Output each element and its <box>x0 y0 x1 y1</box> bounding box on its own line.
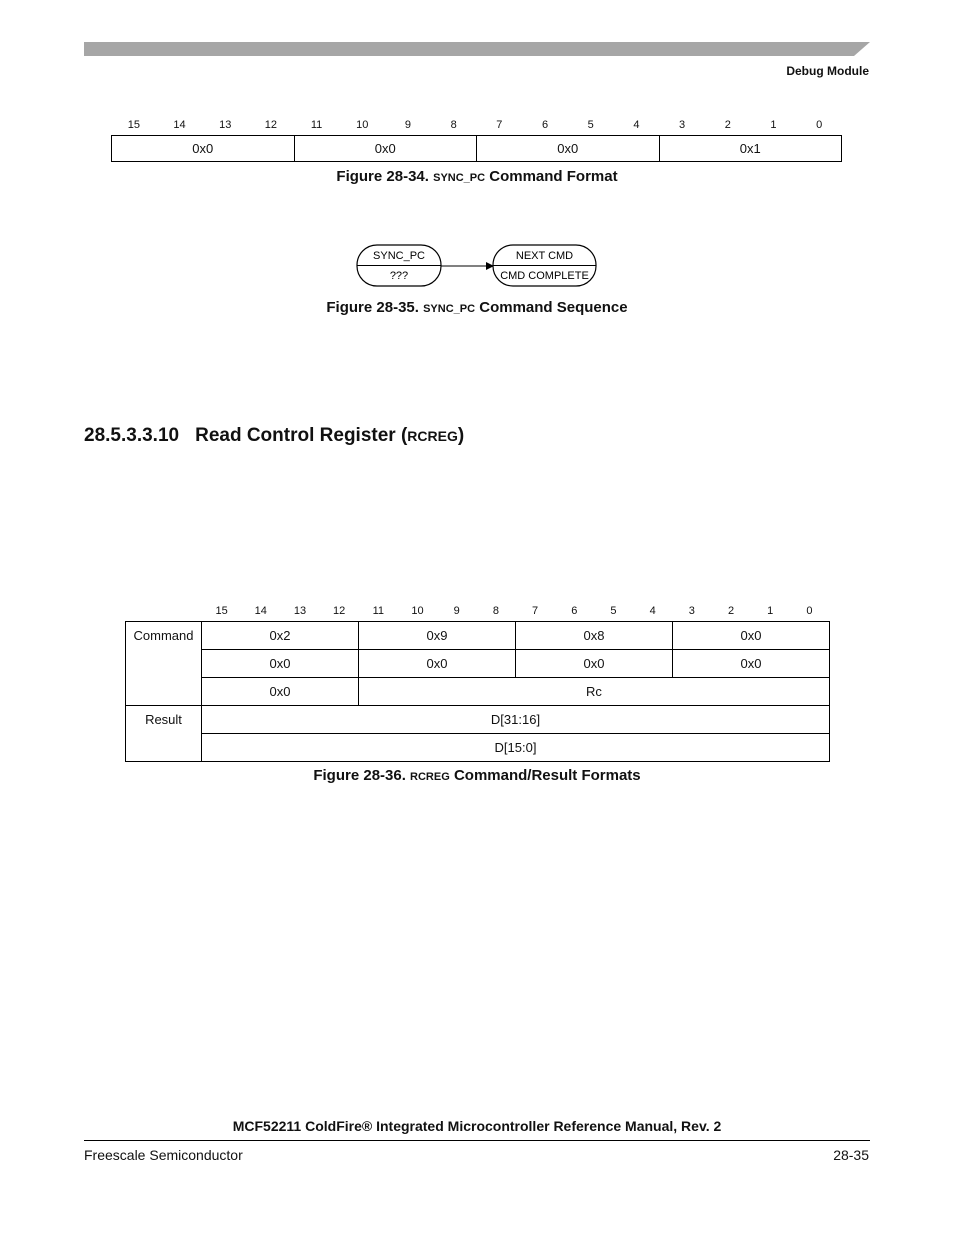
bit-number: 5 <box>587 119 594 131</box>
bit-number: 11 <box>372 605 385 617</box>
field-cell: 0x0 <box>673 622 830 650</box>
bit-number: 13 <box>293 605 307 617</box>
bit-number: 14 <box>254 605 267 617</box>
sync-pc-sequence-diagram <box>350 238 610 292</box>
bit-number: 0 <box>806 605 813 617</box>
bit-number: 13 <box>219 119 232 131</box>
bit-index-row <box>202 605 829 617</box>
bit-number: 6 <box>541 119 549 131</box>
footer-divider <box>84 1140 870 1141</box>
bit-number: 11 <box>310 119 323 131</box>
bit-index-row <box>111 119 842 131</box>
result-cell-low: D[15:0] <box>202 734 830 762</box>
state-label: ??? <box>389 270 409 282</box>
running-header-section: Debug Module <box>786 64 869 78</box>
bit-number: 10 <box>411 605 424 617</box>
bit-number: 14 <box>173 119 186 131</box>
field-cell: 0x0 <box>202 678 359 706</box>
bit-number: 0 <box>816 119 823 131</box>
field-cell: 0x1 <box>659 136 842 162</box>
field-cell: 0x9 <box>359 622 516 650</box>
bit-number: 3 <box>688 605 695 617</box>
field-cell: 0x0 <box>673 650 830 678</box>
figure-caption: Figure 28-34. SYNC_PC Command Format <box>336 168 618 185</box>
page-number: 28-35 <box>833 1147 869 1163</box>
state-box-sync-pc <box>357 245 441 286</box>
state-box-next-cmd <box>493 245 596 286</box>
field-cell: 0x0 <box>359 650 516 678</box>
field-cell: 0x0 <box>294 136 477 162</box>
header-bar <box>84 42 870 56</box>
field-cell: 0x0 <box>516 650 673 678</box>
bit-number: 8 <box>450 119 457 131</box>
figure-caption: Figure 28-35. SYNC_PC Command Sequence <box>326 299 628 316</box>
bit-number: 5 <box>610 605 617 617</box>
bit-number: 4 <box>649 605 656 617</box>
bit-number: 6 <box>571 605 578 617</box>
bit-number: 12 <box>264 119 278 131</box>
field-cell-rc: Rc <box>359 678 830 706</box>
bit-number: 12 <box>333 605 346 617</box>
bit-number: 15 <box>127 119 140 131</box>
section-heading: 28.5.3.3.10 Read Control Register (RCREG) <box>84 425 465 446</box>
bit-number: 2 <box>724 119 731 131</box>
footer-company: Freescale Semiconductor <box>84 1147 243 1163</box>
bit-number: 9 <box>453 605 460 617</box>
field-cell: 0x0 <box>202 650 359 678</box>
state-label: CMD COMPLETE <box>500 270 589 282</box>
result-cell-high: D[31:16] <box>202 706 830 734</box>
bit-number: 7 <box>496 119 503 131</box>
figure-caption: Figure 28-36. RCREG Command/Result Formats <box>313 767 641 784</box>
bit-number: 15 <box>215 605 228 617</box>
state-label: NEXT CMD <box>515 250 574 262</box>
sync-pc-command-format-table <box>111 135 842 162</box>
bit-number: 8 <box>492 605 499 617</box>
field-cell: 0x0 <box>477 136 660 162</box>
rcreg-command-result-table <box>125 621 830 762</box>
row-label-result: Result <box>126 706 202 762</box>
field-cell: 0x2 <box>202 622 359 650</box>
bit-number: 4 <box>633 119 640 131</box>
bit-number: 9 <box>404 119 412 131</box>
state-label: SYNC_PC <box>373 250 425 262</box>
bit-number: 10 <box>356 119 369 131</box>
field-cell: 0x8 <box>516 622 673 650</box>
bit-number: 3 <box>679 119 686 131</box>
row-label-command: Command <box>126 622 202 706</box>
bit-number: 1 <box>767 605 774 617</box>
bit-number: 2 <box>727 605 735 617</box>
bit-number: 1 <box>770 119 777 131</box>
bit-number: 7 <box>532 605 539 617</box>
field-cell: 0x0 <box>112 136 295 162</box>
manual-title: MCF52211 ColdFire® Integrated Microcontroller Reference Manual, Rev. 2 <box>232 1118 722 1134</box>
